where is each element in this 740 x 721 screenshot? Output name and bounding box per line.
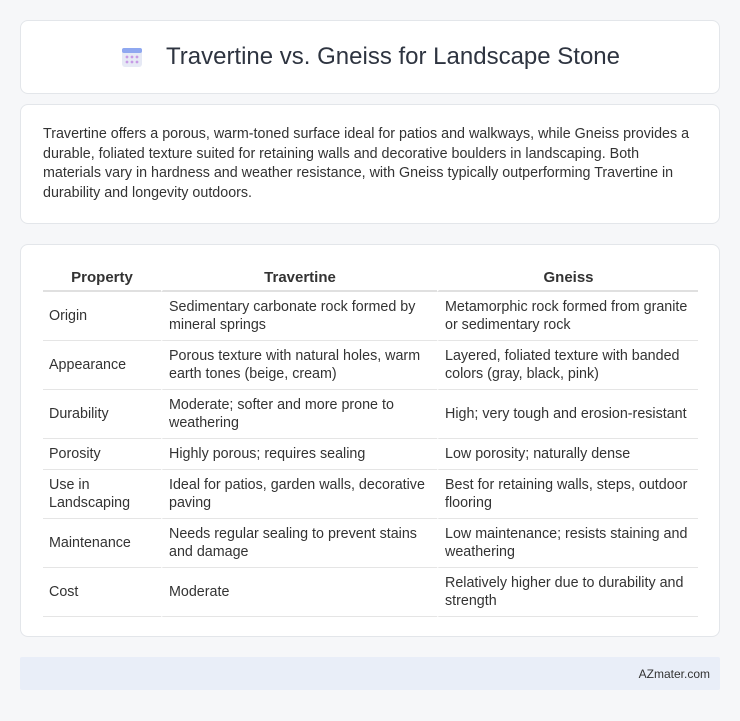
intro-card	[20, 104, 720, 224]
row-label: Maintenance	[43, 519, 161, 568]
table-header-row	[43, 265, 698, 292]
travertine-cell: Moderate; softer and more prone to weathering	[161, 390, 437, 439]
table-row	[43, 470, 698, 519]
comparison-card	[20, 244, 720, 637]
travertine-cell: Needs regular sealing to prevent stains and damage	[161, 519, 437, 568]
title-card	[20, 20, 720, 94]
row-label: Porosity	[43, 439, 161, 470]
gneiss-cell: Low porosity; naturally dense	[437, 439, 698, 470]
gneiss-cell: Relatively higher due to durability and strength	[437, 568, 698, 617]
header-property: Property	[43, 265, 161, 292]
travertine-cell: Porous texture with natural holes, warm earth tones (beige, cream)	[161, 341, 437, 390]
calendar-grid-icon	[120, 45, 144, 69]
row-label: Durability	[43, 390, 161, 439]
footer-brand: AZmater.com	[638, 666, 710, 681]
gneiss-cell: Layered, foliated texture with banded colors (gray, black, pink)	[437, 341, 698, 390]
travertine-cell: Ideal for patios, garden walls, decorative paving	[161, 470, 437, 519]
gneiss-cell: Metamorphic rock formed from granite or sedimentary rock	[437, 292, 698, 341]
gneiss-cell: Low maintenance; resists staining and weathering	[437, 519, 698, 568]
gneiss-cell: Best for retaining walls, steps, outdoor flooring	[437, 470, 698, 519]
intro-text: Travertine offers a porous, warm-toned surface ideal for patios and walkways, while Gneiss provides a durable, foliated texture suited for retaining walls and decorative boulders in landscaping. Both materials vary in hardness and weather resistance, with Gneiss typically outperforming Travertine in durability and longevity outdoors.	[43, 126, 690, 201]
row-label: Use in Landscaping	[43, 470, 161, 519]
header-travertine: Travertine	[161, 265, 437, 292]
page-title: Travertine vs. Gneiss for Landscape Stone	[165, 43, 620, 70]
header-gneiss: Gneiss	[437, 265, 698, 292]
row-label: Origin	[43, 292, 161, 341]
travertine-cell: Moderate	[161, 568, 437, 617]
table-row	[43, 568, 698, 617]
gneiss-cell: High; very tough and erosion-resistant	[437, 390, 698, 439]
table-row	[43, 341, 698, 390]
footer	[20, 657, 720, 690]
table-row	[43, 292, 698, 341]
table-row	[43, 390, 698, 439]
table-row	[43, 439, 698, 470]
travertine-cell: Sedimentary carbonate rock formed by mineral springs	[161, 292, 437, 341]
table-row	[43, 519, 698, 568]
row-label: Appearance	[43, 341, 161, 390]
comparison-table	[43, 265, 698, 617]
row-label: Cost	[43, 568, 161, 617]
travertine-cell: Highly porous; requires sealing	[161, 439, 437, 470]
